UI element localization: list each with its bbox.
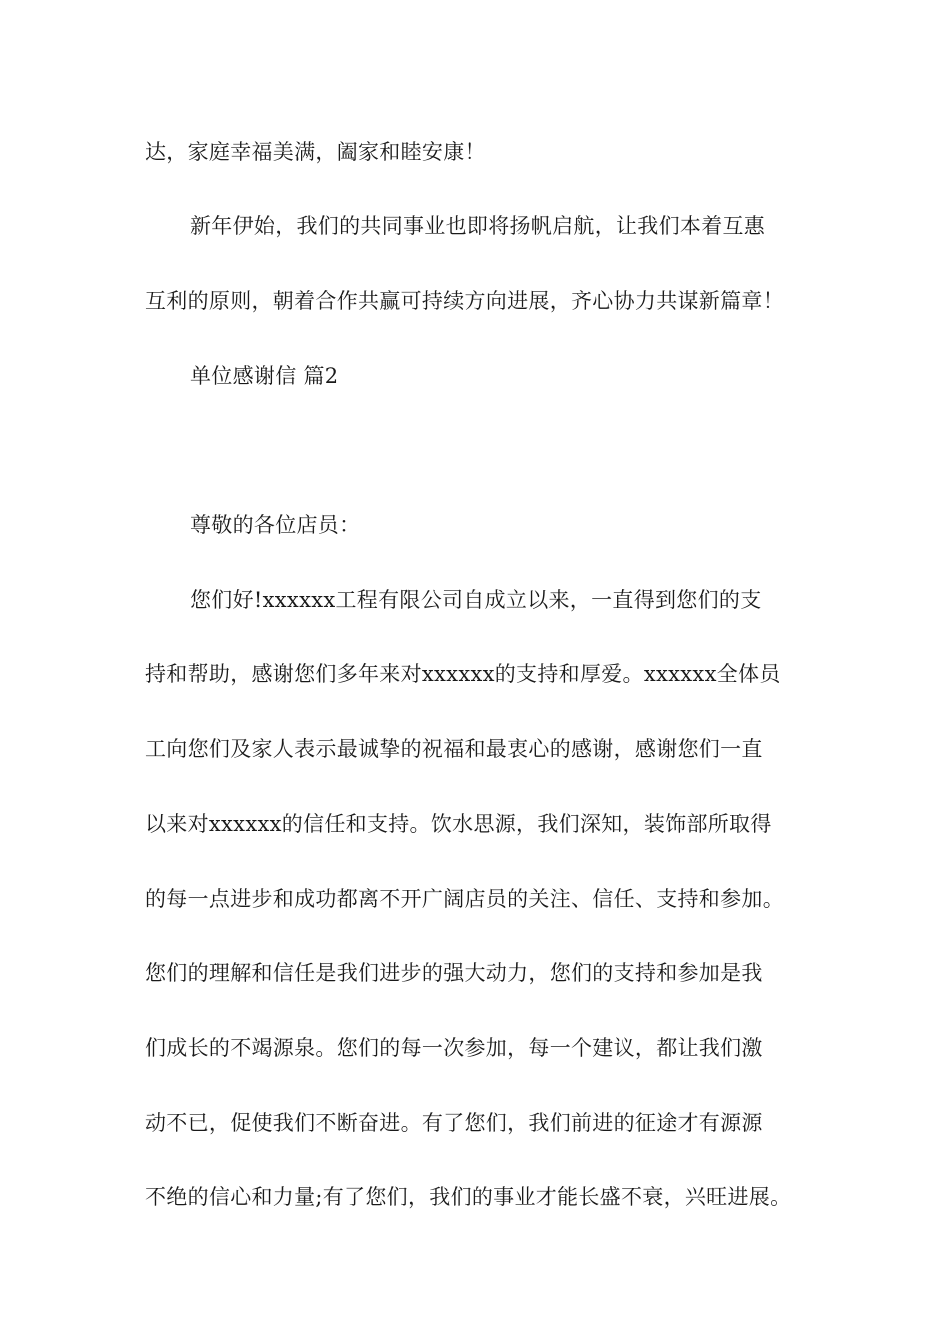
paragraph-line: 工向您们及家人表示最诚挚的祝福和最衷心的感谢，感谢您们一直: [145, 737, 763, 761]
section-heading: 单位感谢信 篇2: [190, 364, 339, 388]
salutation: 尊敬的各位店员：: [190, 513, 361, 537]
paragraph-line: 新年伊始，我们的共同事业也即将扬帆启航，让我们本着互惠: [190, 214, 766, 238]
paragraph-line: 动不已，促使我们不断奋进。有了您们，我们前进的征途才有源源: [145, 1111, 763, 1135]
paragraph-line: 持和帮助，感谢您们多年来对xxxxxx的支持和厚爱。xxxxxx全体员: [145, 662, 781, 686]
paragraph-line: 们成长的不竭源泉。您们的每一次参加，每一个建议，都让我们激: [145, 1036, 763, 1060]
paragraph-line: 以来对xxxxxx的信任和支持。饮水思源，我们深知，装饰部所取得: [145, 812, 772, 836]
paragraph-line: 不绝的信心和力量;有了您们，我们的事业才能长盛不衰，兴旺进展。: [145, 1185, 792, 1209]
paragraph-line: 您们的理解和信任是我们进步的强大动力，您们的支持和参加是我: [145, 961, 763, 985]
paragraph-line: 互利的原则，朝着合作共赢可持续方向进展，齐心协力共谋新篇章！: [145, 289, 784, 313]
paragraph-line: 的每一点进步和成功都离不开广阔店员的关注、信任、支持和参加。: [145, 887, 784, 911]
paragraph-line: 您们好!xxxxxx工程有限公司自成立以来，一直得到您们的支: [190, 588, 762, 612]
paragraph-line: 达，家庭幸福美满，阖家和睦安康！: [145, 140, 486, 164]
